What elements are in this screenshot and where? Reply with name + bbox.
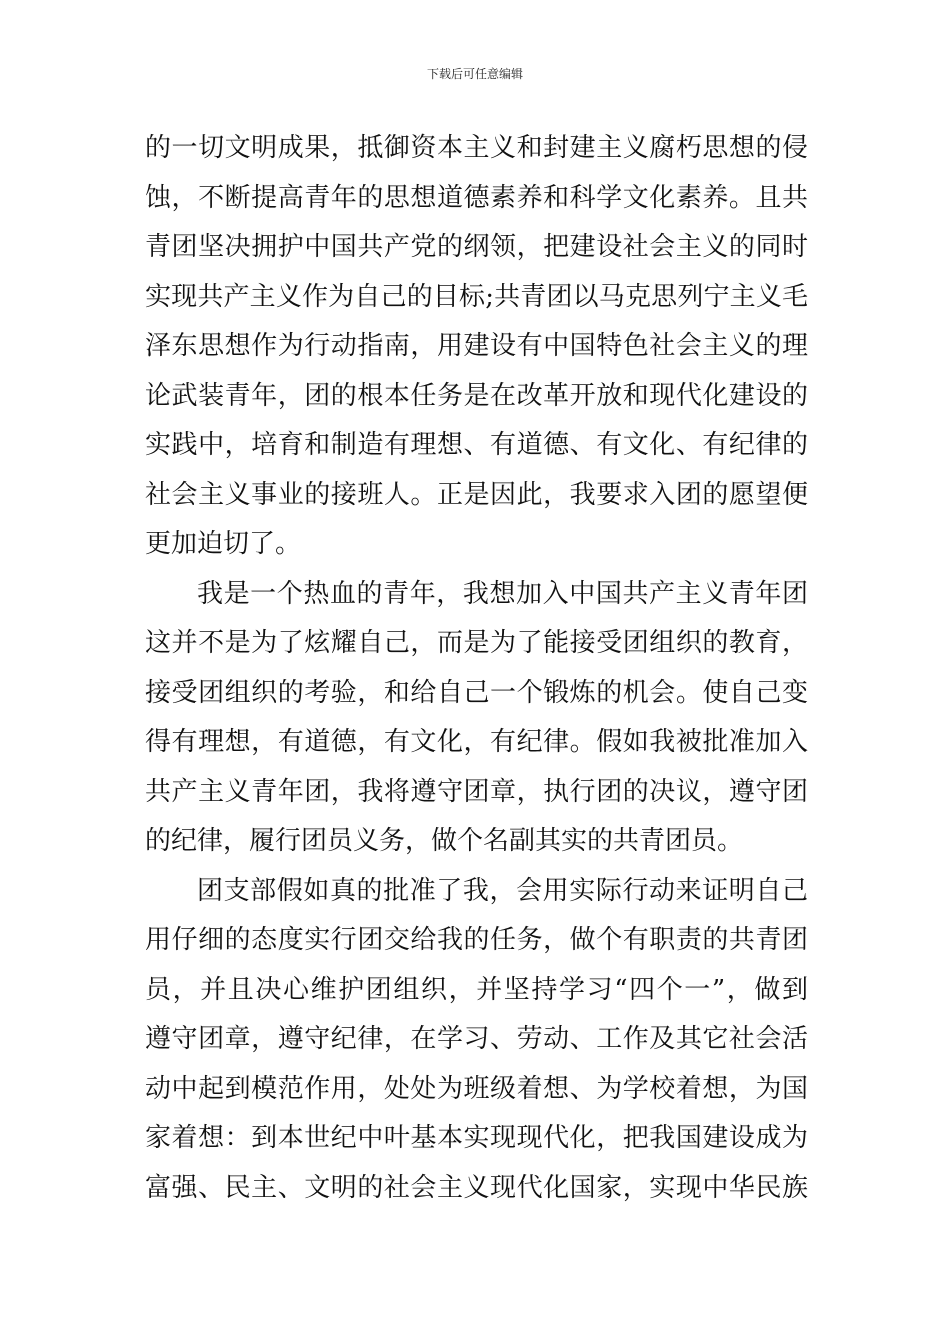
text-line: 团支部假如真的批准了我，会用实际行动来证明自己 — [197, 875, 808, 906]
text-line: 青团坚决拥护中国共产党的纲领，把建设社会主义的同时 — [145, 232, 808, 262]
text-line: 社会主义事业的接班人。正是因此，我要求入团的愿望便 — [145, 479, 808, 510]
text-line: 接受团组织的考验，和给自己一个锻炼的机会。使自己变 — [145, 677, 808, 708]
text-line: 用仔细的态度实行团交给我的任务，做个有职责的共青团 — [145, 925, 808, 955]
text-line: 动中起到模范作用，处处为班级着想、为学校着想，为国 — [145, 1073, 808, 1104]
text-line: 家着想：到本世纪中叶基本实现现代化，把我国建设成为 — [145, 1123, 808, 1153]
text-line: 的纪律，履行团员义务，做个名副其实的共青团员。 — [145, 826, 744, 856]
text-line: 泽东思想作为行动指南，用建设有中国特色社会主义的理 — [145, 331, 808, 361]
text-line: 实现共产主义作为自己的目标;共青团以马克思列宁主义毛 — [145, 281, 808, 312]
page-header: 下载后可任意编辑 — [426, 67, 523, 81]
text-line: 更加迫切了。 — [145, 529, 302, 559]
text-line: 实践中，培育和制造有理想、有道德、有文化、有纪律的 — [145, 430, 808, 460]
text-line: 论武装青年，团的根本任务是在改革开放和现代化建设的 — [145, 380, 808, 411]
text-line: 的一切文明成果，抵御资本主义和封建主义腐朽思想的侵 — [145, 133, 808, 163]
text-line: 富强、民主、文明的社会主义现代化国家，实现中华民族 — [145, 1172, 808, 1203]
text-line: 遵守团章，遵守纪律，在学习、劳动、工作及其它社会活 — [145, 1024, 808, 1054]
text-line: 得有理想，有道德，有文化，有纪律。假如我被批准加入 — [145, 727, 808, 757]
text-line: 蚀，不断提高青年的思想道德素养和科学文化素养。且共 — [145, 182, 808, 213]
text-line: 这并不是为了炫耀自己，而是为了能接受团组织的教育， — [145, 628, 808, 658]
text-line: 我是一个热血的青年，我想加入中国共产主义青年团 — [197, 578, 808, 609]
text-line: 共产主义青年团，我将遵守团章，执行团的决议，遵守团 — [145, 776, 808, 807]
document-body — [145, 124, 808, 1213]
text-line: 员，并且决心维护团组织，并坚持学习“四个一”，做到 — [145, 974, 808, 1005]
